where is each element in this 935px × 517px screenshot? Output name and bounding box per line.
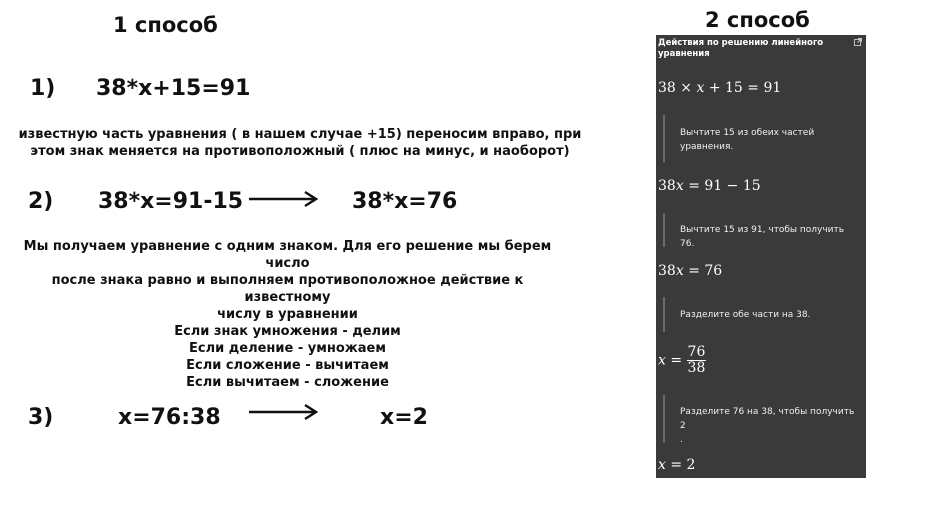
equation-4: x = $\frac{76}{38}$	[658, 344, 706, 376]
equation-3: 38x = 76	[658, 263, 723, 279]
step2-equation: 38*x=91-15	[98, 189, 244, 214]
explanation2-line: после знака равно и выполняем противоположное действие к известному	[51, 273, 524, 305]
step1-number: 1)	[30, 76, 56, 101]
explanation2-line: Если сложение - вычитаем	[186, 358, 389, 373]
explanation1-line: известную часть уравнения ( в нашем случае +15) переносим вправо, при	[18, 127, 582, 142]
explanation2-line: числу в уравнении	[217, 307, 358, 322]
equation-1: 38 × x + 15 = 91	[658, 80, 782, 96]
step-explanation-3: Разделите обе части на 38.	[663, 297, 859, 332]
explanation2	[10, 238, 565, 391]
solution-panel	[656, 35, 866, 478]
external-link-icon[interactable]	[854, 38, 862, 46]
explanation2-line: Если знак умножения - делим	[174, 324, 401, 339]
equation-5: x = 2	[658, 457, 696, 473]
explanation1-line: этом знак меняется на противоположный ( плюс на минус, и наоборот)	[30, 144, 570, 159]
step1-equation: 38*x+15=91	[96, 76, 251, 101]
explanation2-line: Если деление - умножаем	[189, 341, 386, 356]
step-explanation-1: Вычтите 15 из обеих частей уравнения.	[663, 115, 859, 162]
method1-title: 1 способ	[113, 13, 218, 37]
explanation1	[10, 126, 590, 160]
arrow-right-icon	[247, 402, 319, 422]
fraction: $\frac{76}{38}$	[687, 344, 706, 376]
panel-title: Действия по решению линейного уравнения	[658, 38, 824, 59]
step-explanation-4: Разделите 76 на 38, чтобы получить 2 .	[663, 395, 859, 443]
step2-number: 2)	[28, 189, 54, 214]
explanation2-line: Если вычитаем - сложение	[186, 375, 389, 390]
method2-title: 2 способ	[705, 8, 810, 32]
step3-equation: x=76:38	[118, 405, 221, 430]
arrow-right-icon	[247, 189, 319, 209]
step-explanation-2: Вычтите 15 из 91, чтобы получить 76.	[663, 213, 859, 247]
explanation2-line: Мы получаем уравнение с одним знаком. Для его решение мы берем число	[23, 239, 552, 271]
step3-result: x=2	[380, 405, 428, 430]
step2-result: 38*x=76	[352, 189, 458, 214]
step3-number: 3)	[28, 405, 54, 430]
equation-2: 38x = 91 − 15	[658, 178, 761, 194]
